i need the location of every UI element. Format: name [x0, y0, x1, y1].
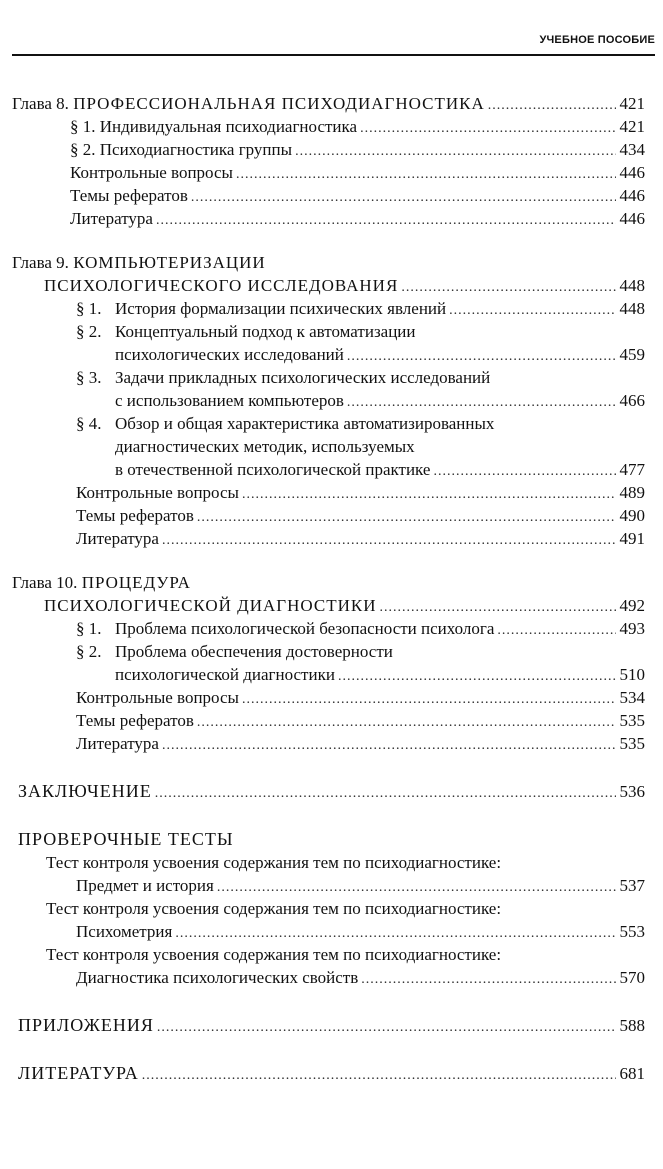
entry-text: психологических исследований [115, 345, 344, 364]
toc-entry-appendix[interactable] [0, 1014, 663, 1037]
leader-dots [449, 299, 616, 322]
entry-text: Обзор и общая характеристика автоматизированных [115, 414, 495, 433]
toc-entry[interactable] [0, 504, 663, 527]
toc-entry[interactable] [0, 943, 663, 966]
entry-text: Проблема психологической безопасности психолога [115, 619, 495, 638]
leader-dots [157, 1016, 616, 1039]
section-heading: ПРОВЕРОЧНЫЕ ТЕСТЫ [18, 829, 234, 849]
entry-text: диагностических методик, используемых [115, 437, 415, 456]
leader-dots [380, 596, 617, 619]
leader-dots [162, 529, 616, 552]
entry-text: Тест контроля усвоения содержания тем по психодиагностике: [46, 899, 502, 918]
toc-entry[interactable] [0, 686, 663, 709]
entry-text: Диагностика психологических свойств [76, 968, 359, 987]
leader-dots [347, 391, 616, 414]
toc-entry[interactable] [0, 115, 663, 138]
toc-entry-continued[interactable] [0, 920, 663, 943]
toc-entry-continued[interactable] [0, 458, 663, 481]
entry-text: Темы рефератов [70, 186, 188, 205]
entry-text: с использованием компьютеров [115, 391, 344, 410]
spacer [0, 989, 663, 1014]
page-number: 446 [619, 186, 645, 205]
chapter-prefix: Глава 9. [12, 253, 69, 272]
entry-text: § 2. Психодиагностика группы [70, 140, 293, 159]
toc-entry[interactable] [0, 851, 663, 874]
entry-text: психологической диагностики [115, 665, 335, 684]
leader-dots [347, 345, 616, 368]
leader-dots [191, 186, 616, 209]
toc-entry-continued[interactable] [0, 343, 663, 366]
page-number: 489 [619, 483, 645, 502]
entry-text: Тест контроля усвоения содержания тем по психодиагностике: [46, 945, 502, 964]
entry-text: Психометрия [76, 922, 173, 941]
entry-text: Задачи прикладных психологических исследований [115, 368, 491, 387]
toc-entry-chapter-9-line-2[interactable] [0, 274, 663, 297]
toc-entry[interactable] [0, 640, 663, 663]
leader-dots [197, 506, 616, 529]
toc-entry[interactable] [0, 366, 663, 389]
leader-dots [155, 782, 616, 805]
chapter-title: ПРОЦЕДУРА [81, 573, 191, 592]
chapter-prefix: Глава 8. [12, 94, 69, 113]
entry-text: ЛИТЕРАТУРА [18, 1063, 139, 1083]
toc-entry[interactable] [0, 184, 663, 207]
leader-dots [162, 734, 616, 757]
page-number: 553 [619, 922, 645, 941]
section-number: § 3. [76, 368, 102, 387]
toc-entry-chapter-10-line-2[interactable] [0, 594, 663, 617]
toc-entry-continued[interactable] [0, 966, 663, 989]
section-number: § 1. [76, 299, 102, 318]
leader-dots [197, 711, 616, 734]
page-number: 446 [619, 209, 645, 228]
leader-dots [338, 665, 616, 688]
toc-entry-continued[interactable] [0, 663, 663, 686]
table-of-contents [0, 92, 663, 1085]
page-number: 490 [619, 506, 645, 525]
running-header: УЧЕБНОЕ ПОСОБИЕ [539, 34, 655, 46]
leader-dots [242, 483, 616, 506]
entry-text: в отечественной психологической практике [115, 460, 431, 479]
leader-dots [242, 688, 616, 711]
page-number: 446 [619, 163, 645, 182]
section-number: § 4. [76, 414, 102, 433]
toc-entry-conclusion[interactable] [0, 780, 663, 803]
chapter-title: ПСИХОЛОГИЧЕСКОГО ИССЛЕДОВАНИЯ [44, 276, 399, 295]
header-rule [12, 54, 655, 56]
toc-entry[interactable] [0, 709, 663, 732]
page-number: 536 [619, 782, 645, 801]
page-number: 570 [619, 968, 645, 987]
leader-dots [175, 922, 616, 945]
leader-dots [497, 619, 616, 642]
page-number: 491 [619, 529, 645, 548]
entry-text: ЗАКЛЮЧЕНИЕ [18, 781, 152, 801]
entry-text: Темы рефератов [76, 711, 194, 730]
page-number: 681 [619, 1064, 645, 1083]
toc-entry-continued[interactable] [0, 874, 663, 897]
entry-text: Темы рефератов [76, 506, 194, 525]
toc-entry-chapter-9-line-1[interactable] [0, 251, 663, 274]
page-number: 510 [619, 665, 645, 684]
chapter-title: КОМПЬЮТЕРИЗАЦИИ [73, 253, 266, 272]
chapter-title: ПСИХОЛОГИЧЕСКОЙ ДИАГНОСТИКИ [44, 596, 377, 615]
page-number: 588 [619, 1016, 645, 1035]
section-number: § 1. [76, 619, 102, 638]
page-number: 459 [619, 345, 645, 364]
leader-dots [401, 276, 616, 299]
toc-entry-continued[interactable] [0, 389, 663, 412]
spacer [0, 230, 663, 251]
entry-text: § 1. Индивидуальная психодиагностика [70, 117, 358, 136]
entry-text: Контрольные вопросы [70, 163, 233, 182]
toc-entry-tests[interactable] [0, 828, 663, 851]
page-number: 477 [619, 460, 645, 479]
leader-dots [360, 117, 616, 140]
leader-dots [142, 1064, 616, 1087]
toc-entry[interactable] [0, 320, 663, 343]
toc-entry-chapter-8[interactable] [0, 92, 663, 115]
section-number: § 2. [76, 322, 102, 341]
entry-text: Литература [76, 529, 159, 548]
toc-entry[interactable] [0, 412, 663, 435]
entry-text: Контрольные вопросы [76, 688, 239, 707]
page-number: 535 [619, 711, 645, 730]
spacer [0, 755, 663, 780]
leader-dots [361, 968, 616, 991]
entry-text: Контрольные вопросы [76, 483, 239, 502]
page-number: 421 [619, 117, 645, 136]
toc-entry[interactable] [0, 138, 663, 161]
toc-entry[interactable] [0, 897, 663, 920]
chapter-title: ПРОФЕССИОНАЛЬНАЯ ПСИХОДИАГНОСТИКА [73, 94, 485, 113]
toc-entry[interactable] [0, 161, 663, 184]
spacer [0, 1037, 663, 1062]
page-number: 448 [619, 276, 645, 295]
spacer [0, 803, 663, 828]
page-number: 434 [619, 140, 645, 159]
entry-text: Проблема обеспечения достоверности [115, 642, 393, 661]
entry-text: Литература [70, 209, 153, 228]
toc-entry[interactable] [0, 527, 663, 550]
entry-text: Предмет и история [76, 876, 214, 895]
page-number: 492 [619, 596, 645, 615]
toc-entry-literature[interactable] [0, 1062, 663, 1085]
toc-entry[interactable] [0, 732, 663, 755]
section-number: § 2. [76, 642, 102, 661]
leader-dots [217, 876, 616, 899]
toc-entry-chapter-10-line-1[interactable] [0, 571, 663, 594]
chapter-prefix: Глава 10. [12, 573, 78, 592]
toc-entry[interactable] [0, 481, 663, 504]
entry-text: ПРИЛОЖЕНИЯ [18, 1015, 154, 1035]
leader-dots [295, 140, 616, 163]
leader-dots [236, 163, 616, 186]
page-number: 537 [619, 876, 645, 895]
leader-dots [433, 460, 616, 483]
toc-entry[interactable] [0, 617, 663, 640]
page-number: 421 [619, 94, 645, 113]
toc-entry-continued[interactable] [0, 435, 663, 458]
page-number: 534 [619, 688, 645, 707]
spacer [0, 550, 663, 571]
page-number: 448 [619, 299, 645, 318]
toc-entry[interactable] [0, 297, 663, 320]
page-number: 493 [619, 619, 645, 638]
leader-dots [156, 209, 616, 232]
entry-text: Литература [76, 734, 159, 753]
page-number: 535 [619, 734, 645, 753]
page-number: 466 [619, 391, 645, 410]
entry-text: История формализации психических явлений [115, 299, 447, 318]
entry-text: Тест контроля усвоения содержания тем по психодиагностике: [46, 853, 502, 872]
entry-text: Концептуальный подход к автоматизации [115, 322, 416, 341]
leader-dots [488, 94, 616, 117]
toc-entry[interactable] [0, 207, 663, 230]
